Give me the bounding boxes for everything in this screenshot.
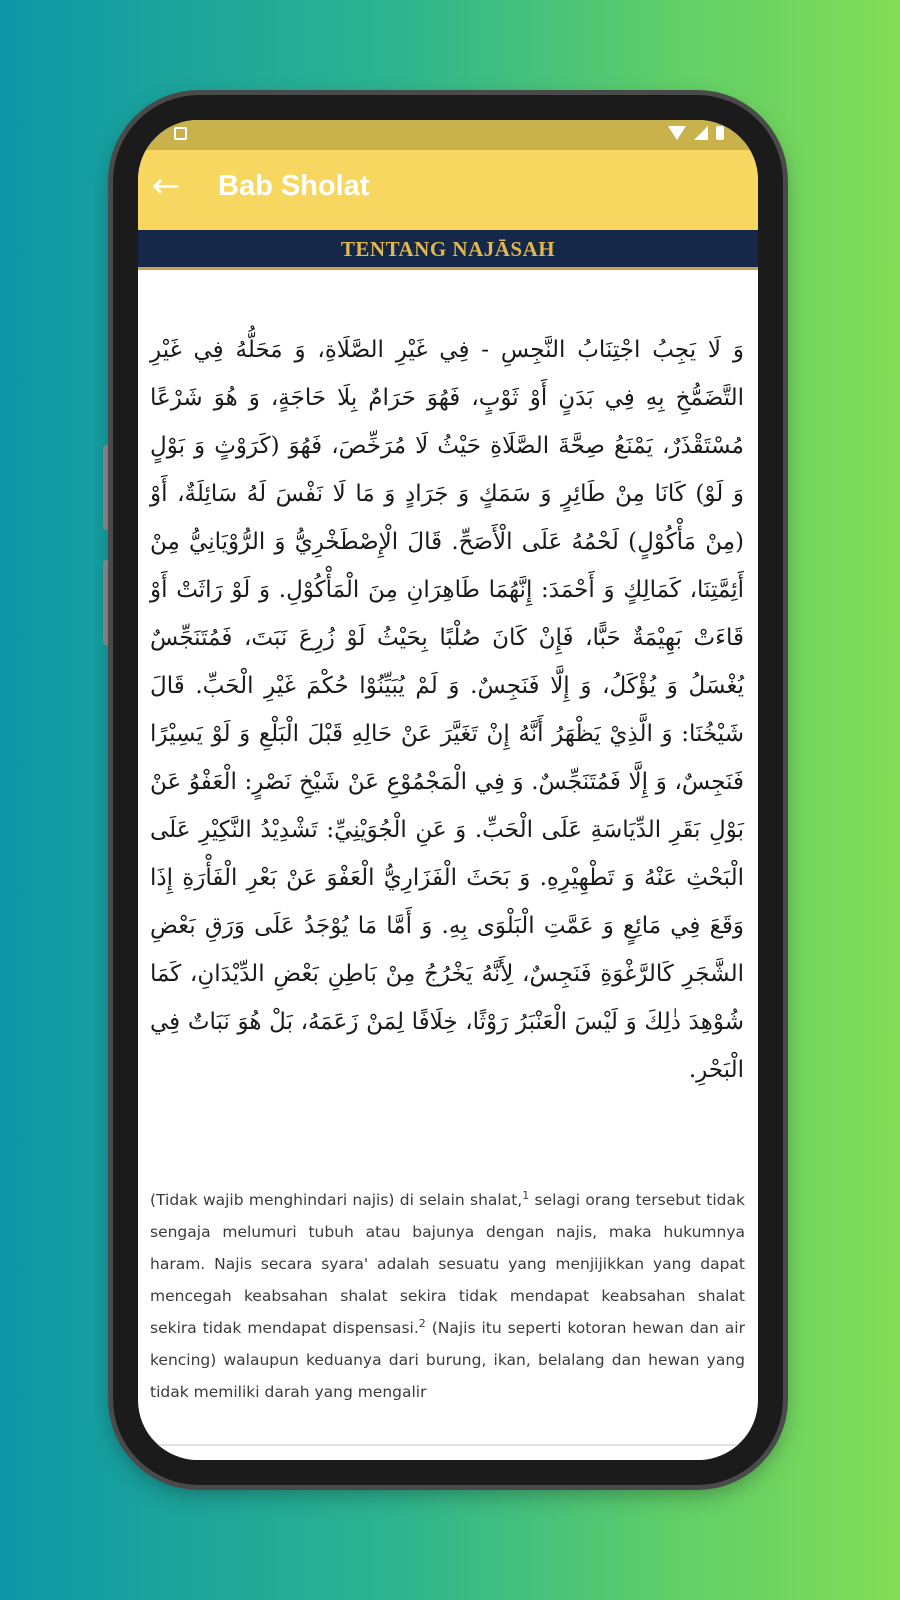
translation-text: [150, 1184, 745, 1408]
section-heading: TENTANG NAJĀSAH: [340, 237, 556, 261]
app-bar: [138, 150, 758, 230]
reading-content[interactable]: [138, 270, 758, 1460]
status-bar: [138, 120, 758, 150]
section-heading-banner: [138, 230, 758, 270]
phone-side-button: [103, 560, 112, 645]
phone-side-button: [103, 445, 112, 530]
footnote-ref-1[interactable]: 1: [522, 1188, 530, 1202]
phone-screen: [138, 120, 758, 1460]
notification-icon: [174, 127, 187, 140]
signal-icon: [694, 126, 708, 140]
translation-part-1: (Tidak wajib menghindari najis) di selain shalat,: [150, 1191, 523, 1209]
footnote-ref-2[interactable]: 2: [418, 1316, 426, 1330]
arabic-text: وَ لَا يَجِبُ اجْتِنَابُ النَّجِسِ - فِي غَيْرِ الصَّلَاةِ، وَ مَحَلُّهُ فِي غَيْرِ التَّضَمُّخِ بِهِ فِي بَدَنٍ أَوْ ثَوْبٍ، فَهُوَ حَرَامٌ بِلَا حَاجَةٍ، وَ هُوَ شَرْعًا مُسْتَقْذَرٌ، يَمْنَعُ صِحَّةَ الصَّلَاةِ حَيْثُ لَا مُرَخِّصَ، فَهُوَ (كَرَوْثٍ وَ بَوْلٍ وَ لَوْ) كَانَا مِنْ طَائِرٍ وَ سَمَكٍ وَ جَرَادٍ وَ مَا لَا نَفْسَ لَهُ سَائِلَةٌ، أَوْ (مِنْ مَأْكُوْلٍ) لَحْمُهُ عَلَى الْأَصَحِّ. قَالَ الْإِصْطَخْرِيُّ وَ الرُّوْيَانِيُّ مِنْ أَئِمَّتِنَا، كَمَالِكٍ وَ أَحْمَدَ: إِنَّهُمَا طَاهِرَانِ مِنَ الْمَأْكُوْلِ. وَ لَوْ رَاثَتْ أَوْ قَاءَتْ بَهِيْمَةٌ حَبًّا، فَإِنْ كَانَ صُلْبًا بِحَيْثُ لَوْ زُرِعَ نَبَتَ، فَمُتَنَجِّسٌ يُغْسَلُ وَ يُؤْكَلُ، وَ إِلَّا فَنَجِسٌ. وَ لَمْ يُبَيِّنُوْا حُكْمَ غَيْرِ الْحَبِّ. قَالَ شَيْخُنَا: وَ الَّذِيْ يَظْهَرُ أَنَّهُ إِنْ تَغَيَّرَ عَنْ حَالِهِ قَبْلَ الْبَلْعِ وَ لَوْ يَسِيْرًا فَنَجِسٌ، وَ إِلَّا فَمُتَنَجِّسٌ. وَ فِي الْمَجْمُوْعِ عَنْ شَيْخِ نَصْرٍ: الْعَفْوُ عَنْ بَوْلِ بَقَرِ الدِّيَاسَةِ عَلَى الْحَبِّ. وَ عَنِ الْجُوَيْنِيِّ: تَشْدِيْدُ النَّكِيْرِ عَلَى الْبَحْثِ عَنْهُ وَ تَطْهِيْرِهِ. وَ بَحَثَ الْفَزَارِيُّ الْعَفْوَ عَنْ بَعْرِ الْفَأْرَةِ إِذَا وَقَعَ فِي مَائِعٍ وَ عَمَّتِ الْبَلْوَى بِهِ. وَ أَمَّا مَا يُوْجَدُ عَلَى وَرَقِ بَعْضِ الشَّجَرِ كَالرَّغْوَةِ فَنَجِسٌ، لِأَنَّهُ يَخْرُجُ مِنْ بَاطِنِ بَعْضِ الدِّيْدَانِ، كَمَا شُوْهِدَ ذٰلِكَ وَ لَيْسَ الْعَنْبَرُ رَوْثًا، خِلَافًا لِمَنْ زَعَمَهُ، بَلْ هُوَ نَبَاتٌ فِي الْبَحْرِ.: [150, 337, 744, 1083]
translation-part-3: (Najis itu seperti kotoran hewan dan air kencing) walaupun keduanya dari burung, ikan, belalang dan hewan yang tidak memiliki darah yang mengalir: [150, 1319, 745, 1401]
wifi-icon: [668, 126, 686, 140]
translation-part-2: selagi orang tersebut tidak sengaja melumuri tubuh atau bajunya dengan najis, maka hukumnya haram. Najis secara syara' adalah sesuatu yang menjijikkan yang dapat mencegah keabsahan shalat sekira tidak mendapat keabsahan shalat sekira tidak mendapat dispensasi.: [150, 1191, 745, 1337]
back-button[interactable]: [146, 164, 186, 208]
page-title: Bab Sholat: [218, 170, 370, 202]
battery-icon: [716, 126, 724, 140]
phone-frame: [113, 95, 783, 1485]
arrow-left-icon: ←: [151, 166, 181, 206]
screen-bottom-edge: [138, 1444, 758, 1460]
